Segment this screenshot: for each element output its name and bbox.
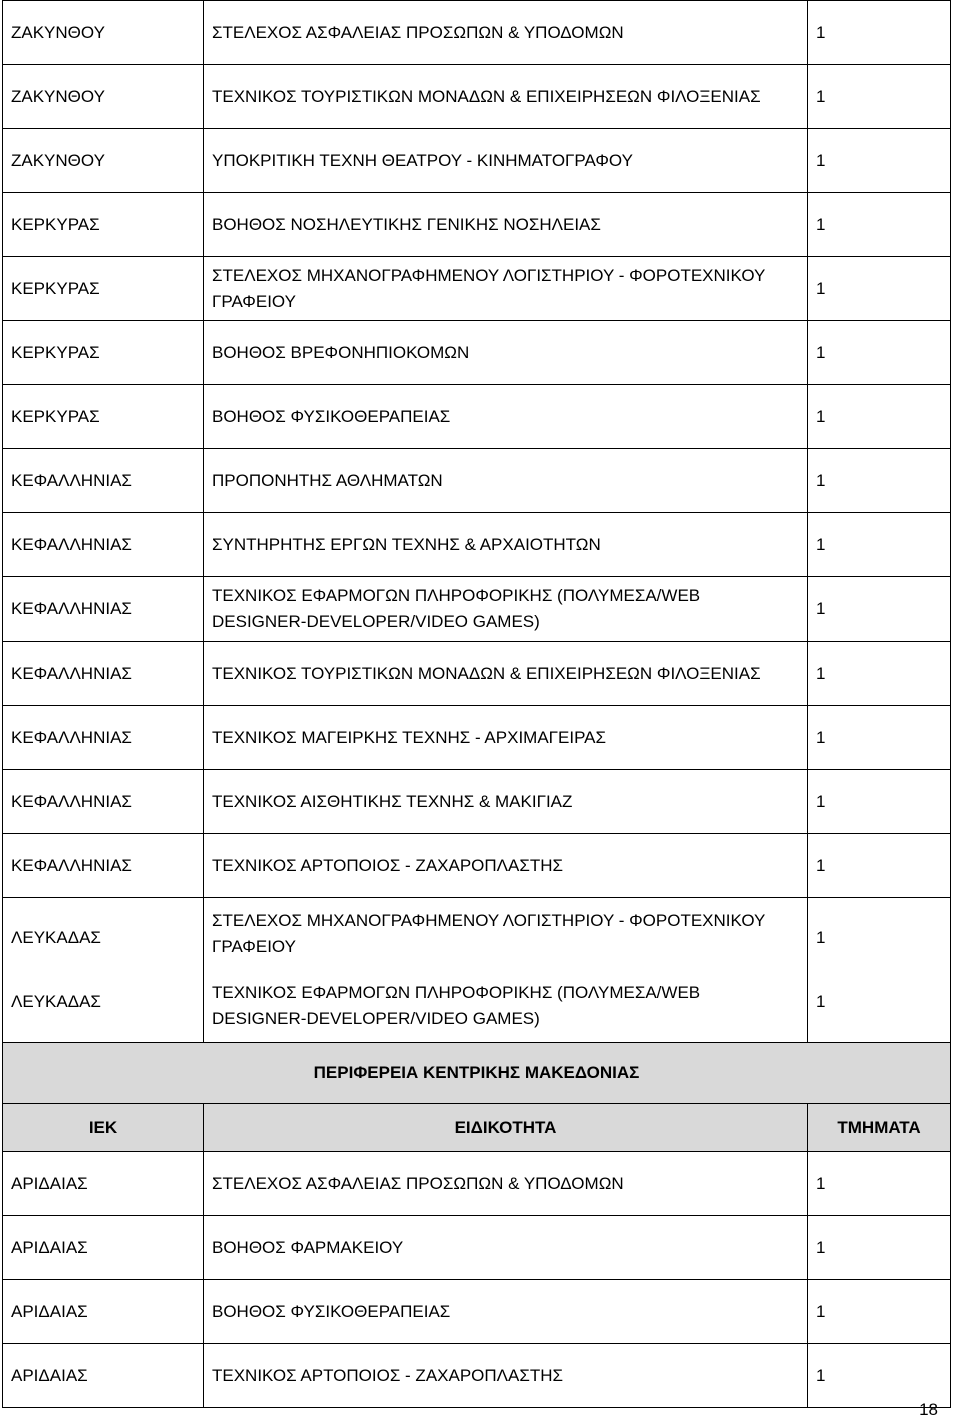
count-cell: 1 (808, 1, 951, 65)
count-cell: 1 (808, 770, 951, 834)
specialty-cell: ΣΤΕΛΕΧΟΣ ΑΣΦΑΛΕΙΑΣ ΠΡΟΣΩΠΩΝ & ΥΠΟΔΟΜΩΝ (204, 1, 808, 65)
table-row (3, 898, 951, 1043)
iek-name: ΛΕΥΚΑΔΑΣ (11, 992, 101, 1011)
iek-cell: ΚΕΡΚΥΡΑΣ (3, 257, 204, 321)
count-cell (808, 898, 951, 1043)
table-row (3, 513, 951, 577)
region-title: ΠΕΡΙΦΕΡΕΙΑ ΚΕΝΤΡΙΚΗΣ ΜΑΚΕΔΟΝΙΑΣ (3, 1043, 951, 1104)
table-row (3, 1, 951, 65)
count-cell: 1 (808, 1216, 951, 1280)
count-cell: 1 (808, 129, 951, 193)
specialty-name: ΣΤΕΛΕΧΟΣ ΜΗΧΑΝΟΓΡΑΦΗΜΕΝΟΥ ΛΟΓΙΣΤΗΡΙΟΥ - ΦΟΡΟΤΕΧΝΙΚΟΥ ΓΡΑΦΕΙΟΥ (212, 911, 766, 956)
iek-cell: ΖΑΚΥΝΘΟΥ (3, 65, 204, 129)
count-cell: 1 (808, 706, 951, 770)
table-row (3, 385, 951, 449)
specialty-cell: ΠΡΟΠΟΝΗΤΗΣ ΑΘΛΗΜΑΤΩΝ (204, 449, 808, 513)
iek-cell: ΚΕΦΑΛΛΗΝΙΑΣ (3, 834, 204, 898)
iek-cell: ΚΕΦΑΛΛΗΝΙΑΣ (3, 642, 204, 706)
specialty-cell: ΤΕΧΝΙΚΟΣ ΤΟΥΡΙΣΤΙΚΩΝ ΜΟΝΑΔΩΝ & ΕΠΙΧΕΙΡΗΣΕΩΝ ΦΙΛΟΞΕΝΙΑΣ (204, 65, 808, 129)
count-value: 1 (816, 928, 826, 947)
table-row (3, 834, 951, 898)
iek-cell (3, 898, 204, 1043)
iek-cell: ΚΕΡΚΥΡΑΣ (3, 193, 204, 257)
specialty-cell: ΒΟΗΘΟΣ ΦΥΣΙΚΟΘΕΡΑΠΕΙΑΣ (204, 1280, 808, 1344)
table-row (3, 129, 951, 193)
table-header-row (3, 1104, 951, 1152)
iek-cell: ΚΕΦΑΛΛΗΝΙΑΣ (3, 770, 204, 834)
specialty-cell: ΣΤΕΛΕΧΟΣ ΑΣΦΑΛΕΙΑΣ ΠΡΟΣΩΠΩΝ & ΥΠΟΔΟΜΩΝ (204, 1152, 808, 1216)
table-row (3, 449, 951, 513)
table-row (3, 1152, 951, 1216)
iek-cell: ΑΡΙΔΑΙΑΣ (3, 1216, 204, 1280)
table-row (3, 257, 951, 321)
header-specialty: ΕΙΔΙΚΟΤΗΤΑ (204, 1104, 808, 1152)
specialty-cell: ΤΕΧΝΙΚΟΣ ΜΑΓΕΙΡΚΗΣ ΤΕΧΝΗΣ - ΑΡΧΙΜΑΓΕΙΡΑΣ (204, 706, 808, 770)
count-cell: 1 (808, 513, 951, 577)
table-row (3, 193, 951, 257)
iek-cell: ΖΑΚΥΝΘΟΥ (3, 129, 204, 193)
iek-cell: ΚΕΡΚΥΡΑΣ (3, 385, 204, 449)
specialty-cell: ΤΕΧΝΙΚΟΣ ΑΙΣΘΗΤΙΚΗΣ ΤΕΧΝΗΣ & ΜΑΚΙΓΙΑΖ (204, 770, 808, 834)
table-row (3, 770, 951, 834)
specialty-cell: ΒΟΗΘΟΣ ΦΥΣΙΚΟΘΕΡΑΠΕΙΑΣ (204, 385, 808, 449)
count-cell: 1 (808, 642, 951, 706)
header-count: ΤΜΗΜΑΤΑ (808, 1104, 951, 1152)
count-cell: 1 (808, 257, 951, 321)
table-row (3, 1344, 951, 1408)
iek-cell: ΑΡΙΔΑΙΑΣ (3, 1344, 204, 1408)
specialty-name: ΤΕΧΝΙΚΟΣ ΕΦΑΡΜΟΓΩΝ ΠΛΗΡΟΦΟΡΙΚΗΣ (ΠΟΛΥΜΕΣΑ/WEB DESIGNER-DEVELOPER/VIDEO GAMES) (212, 983, 701, 1028)
specialty-cell: ΤΕΧΝΙΚΟΣ ΑΡΤΟΠΟΙΟΣ - ΖΑΧΑΡΟΠΛΑΣΤΗΣ (204, 1344, 808, 1408)
count-cell: 1 (808, 1152, 951, 1216)
specialty-cell: ΣΥΝΤΗΡΗΤΗΣ ΕΡΓΩΝ ΤΕΧΝΗΣ & ΑΡΧΑΙΟΤΗΤΩΝ (204, 513, 808, 577)
iek-cell: ΚΕΦΑΛΛΗΝΙΑΣ (3, 449, 204, 513)
iek-cell: ΑΡΙΔΑΙΑΣ (3, 1152, 204, 1216)
specialty-cell: ΣΤΕΛΕΧΟΣ ΜΗΧΑΝΟΓΡΑΦΗΜΕΝΟΥ ΛΟΓΙΣΤΗΡΙΟΥ - ΦΟΡΟΤΕΧΝΙΚΟΥ ΓΡΑΦΕΙΟΥ (204, 257, 808, 321)
specialty-cell: ΥΠΟΚΡΙΤΙΚΗ ΤΕΧΝΗ ΘΕΑΤΡΟΥ - ΚΙΝΗΜΑΤΟΓΡΑΦΟΥ (204, 129, 808, 193)
iek-cell: ΚΕΦΑΛΛΗΝΙΑΣ (3, 513, 204, 577)
iek-cell: ΚΕΦΑΛΛΗΝΙΑΣ (3, 577, 204, 642)
count-cell: 1 (808, 1344, 951, 1408)
count-cell: 1 (808, 834, 951, 898)
region-section-row (3, 1043, 951, 1104)
specialty-cell: ΤΕΧΝΙΚΟΣ ΑΡΤΟΠΟΙΟΣ - ΖΑΧΑΡΟΠΛΑΣΤΗΣ (204, 834, 808, 898)
count-cell: 1 (808, 449, 951, 513)
page-number: 18 (919, 1400, 938, 1419)
iek-cell: ΚΕΦΑΛΛΗΝΙΑΣ (3, 706, 204, 770)
count-cell: 1 (808, 321, 951, 385)
count-cell: 1 (808, 385, 951, 449)
specialty-cell: ΒΟΗΘΟΣ ΝΟΣΗΛΕΥΤΙΚΗΣ ΓΕΝΙΚΗΣ ΝΟΣΗΛΕΙΑΣ (204, 193, 808, 257)
table-body-top (3, 1, 951, 898)
count-cell: 1 (808, 1280, 951, 1344)
specialty-cell: ΒΟΗΘΟΣ ΦΑΡΜΑΚΕΙΟΥ (204, 1216, 808, 1280)
header-iek: ΙΕΚ (3, 1104, 204, 1152)
table-row (3, 706, 951, 770)
count-cell: 1 (808, 193, 951, 257)
table-row (3, 577, 951, 642)
count-cell: 1 (808, 65, 951, 129)
table-row (3, 65, 951, 129)
iek-cell: ΚΕΡΚΥΡΑΣ (3, 321, 204, 385)
table-row (3, 321, 951, 385)
iek-cell: ΖΑΚΥΝΘΟΥ (3, 1, 204, 65)
table-row (3, 642, 951, 706)
table-row (3, 1280, 951, 1344)
count-value: 1 (816, 992, 826, 1011)
iek-name: ΛΕΥΚΑΔΑΣ (11, 928, 101, 947)
specialty-cell: ΤΕΧΝΙΚΟΣ ΤΟΥΡΙΣΤΙΚΩΝ ΜΟΝΑΔΩΝ & ΕΠΙΧΕΙΡΗΣΕΩΝ ΦΙΛΟΞΕΝΙΑΣ (204, 642, 808, 706)
count-cell: 1 (808, 577, 951, 642)
specialty-cell (204, 898, 808, 1043)
iek-cell: ΑΡΙΔΑΙΑΣ (3, 1280, 204, 1344)
lefkada-group (3, 898, 951, 1152)
specialty-cell: ΒΟΗΘΟΣ ΒΡΕΦΟΝΗΠΙΟΚΟΜΩΝ (204, 321, 808, 385)
table-body-bottom (3, 1152, 951, 1408)
table-row (3, 1216, 951, 1280)
specialty-cell: ΤΕΧΝΙΚΟΣ ΕΦΑΡΜΟΓΩΝ ΠΛΗΡΟΦΟΡΙΚΗΣ (ΠΟΛΥΜΕΣΑ/WEB DESIGNER-DEVELOPER/VIDEO GAMES) (204, 577, 808, 642)
departments-table (2, 0, 951, 1408)
